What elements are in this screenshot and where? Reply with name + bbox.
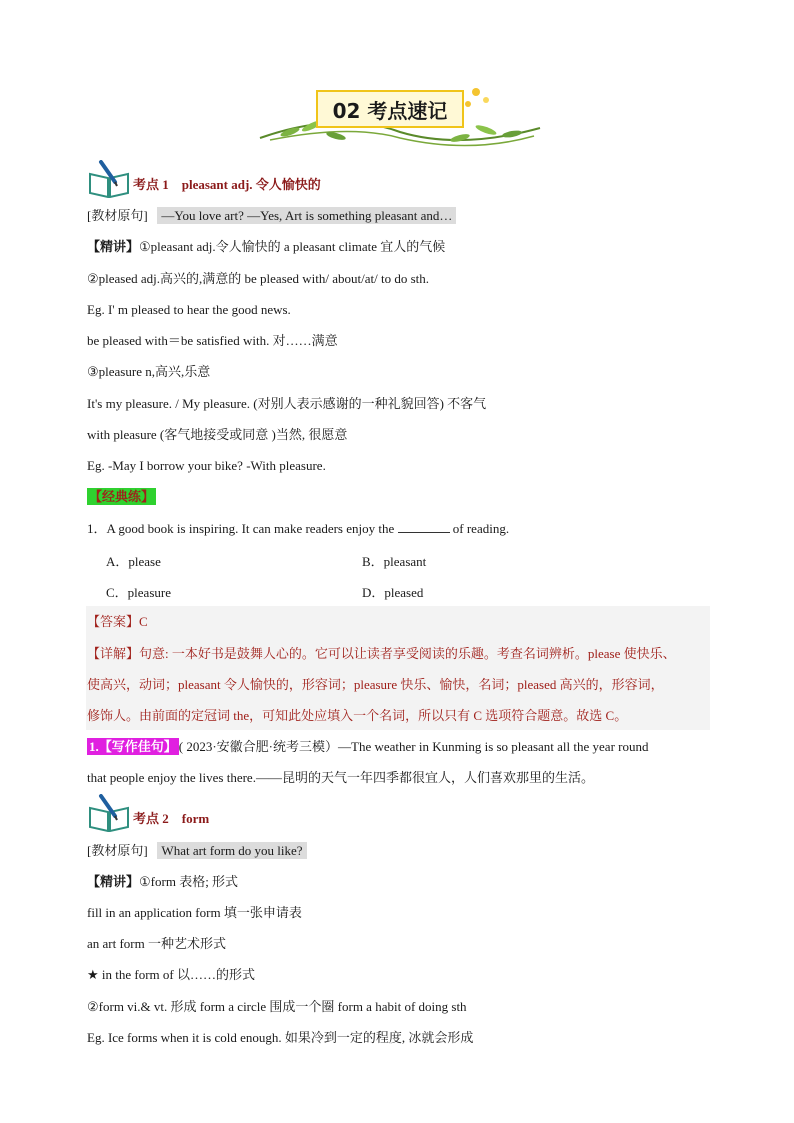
explain-line bbox=[87, 873, 238, 891]
option-a: A．please bbox=[106, 554, 161, 569]
practice-tag: 【经典练】 bbox=[89, 489, 155, 504]
explain-line: with pleasure (客气地接受或同意 )当然, 很愿意 bbox=[87, 427, 348, 442]
explain-line: an art form 一种艺术形式 bbox=[87, 936, 227, 951]
question-stem bbox=[87, 520, 509, 538]
answer-line: 【答案】C bbox=[87, 614, 148, 629]
source-label: [教材原句] bbox=[87, 843, 148, 858]
explain-line: ②form vi.& vt. 形成 form a circle 围成一个圈 form a habit of doing sth bbox=[87, 999, 467, 1014]
page-title: 02 考点速记 bbox=[316, 90, 464, 128]
question-number: 1． bbox=[87, 521, 107, 536]
explain-line: ②pleased adj.高兴的,满意的 be pleased with/ about/at/ to do sth. bbox=[87, 271, 430, 286]
answer-blank bbox=[398, 520, 450, 533]
option-c: C．pleasure bbox=[106, 585, 171, 600]
explain-line: ★ in the form of 以……的形式 bbox=[87, 967, 255, 982]
source-sentence-1 bbox=[87, 207, 456, 225]
explain-line bbox=[87, 238, 445, 256]
explain-line: be pleased with＝be satisfied with. 对……满意 bbox=[87, 333, 338, 348]
writing-text: ( 2023·安徽合肥·统考三模）—The weather in Kunming is so pleasant all the year round bbox=[178, 739, 649, 754]
practice-tag-line bbox=[87, 488, 156, 506]
explain-line: Eg. I' m pleased to hear the good news. bbox=[87, 302, 291, 317]
explain-text: ①pleasant adj.令人愉快的 a pleasant climate 宜人的气候 bbox=[139, 239, 446, 254]
option-d: D．pleased bbox=[362, 585, 424, 600]
detail-line: 修饰人。由前面的定冠词 the，可知此处应填入一个名词，所以只有 C 选项符合题意。故选 C。 bbox=[87, 708, 628, 723]
question-text-before: A good book is inspiring. It can make readers enjoy the bbox=[106, 521, 395, 536]
jiangjie-label: 【精讲】 bbox=[87, 874, 140, 889]
source-text: —You love art? —Yes, Art is something pleasant and… bbox=[157, 207, 456, 224]
option-b: B．pleasant bbox=[362, 554, 427, 569]
writing-sentence bbox=[87, 738, 648, 756]
explain-line: It's my pleasure. / My pleasure. (对别人表示感谢的一种礼貌回答) 不客气 bbox=[87, 396, 487, 411]
explain-line: Eg. Ice forms when it is cold enough. 如果冷到一定的程度, 冰就会形成 bbox=[87, 1030, 474, 1045]
book-pen-icon bbox=[87, 160, 131, 198]
explain-text: ①form 表格; 形式 bbox=[139, 874, 239, 889]
detail-line: 使高兴，动词；pleasant 令人愉快的，形容词；pleasure 快乐、愉快，名词；pleased 高兴的，形容词， bbox=[87, 677, 664, 692]
question-text-after: of reading. bbox=[452, 521, 510, 536]
explain-line: ③pleasure n,高兴,乐意 bbox=[87, 364, 211, 379]
source-label: [教材原句] bbox=[87, 208, 148, 223]
book-pen-icon bbox=[87, 794, 131, 832]
kaodian-2-title: 考点 2 form bbox=[133, 811, 210, 826]
explain-line: Eg. -May I borrow your bike? -With pleasure. bbox=[87, 458, 326, 473]
detail-line: 【详解】句意: 一本好书是鼓舞人心的。它可以让读者享受阅读的乐趣。考查名词辨析。please 使快乐、 bbox=[87, 646, 676, 661]
source-text: What art form do you like? bbox=[157, 842, 306, 859]
writing-sentence-cont: that people enjoy the lives there.——昆明的天气一年四季都很宜人，人们喜欢那里的生活。 bbox=[87, 770, 594, 785]
source-sentence-2 bbox=[87, 842, 307, 860]
explain-line: fill in an application form 填一张申请表 bbox=[87, 905, 302, 920]
writing-tag: 1.【写作佳句】 bbox=[89, 739, 177, 754]
jiangjie-label: 【精讲】 bbox=[87, 239, 140, 254]
kaodian-1-title: 考点 1 pleasant adj. 令人愉快的 bbox=[133, 177, 321, 192]
section-banner bbox=[250, 80, 550, 152]
